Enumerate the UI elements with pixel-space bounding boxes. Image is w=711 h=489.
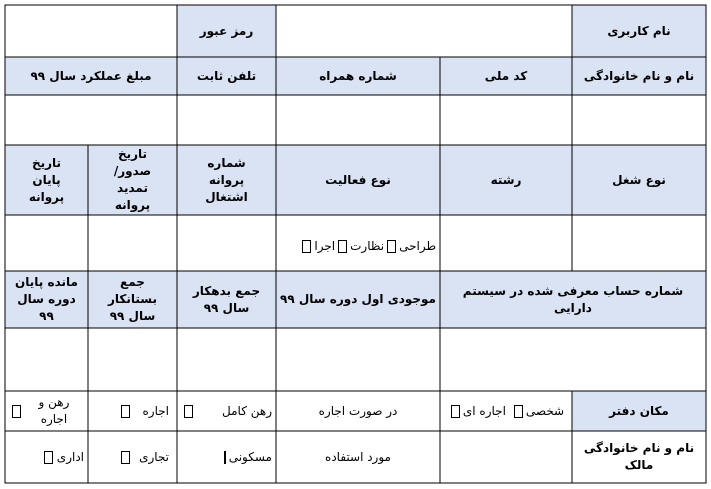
job-type-label: نوع شغل [572,145,706,215]
activity-option-supervision[interactable]: نظارت [335,238,384,255]
if-rented-label: در صورت اجاره [318,403,398,418]
total-debit-input[interactable] [177,328,276,391]
ownership-options [440,391,572,431]
checkbox-rented[interactable] [451,405,460,418]
password-label: رمز عبور [177,5,276,57]
end-balance-input[interactable] [5,328,88,391]
performance-99-label: مبلغ عملکرد سال ۹۹ [5,57,177,95]
fullname-input[interactable] [572,95,706,145]
license-issue-date-label: تاریخ صدور/تمدید پروانه [88,145,177,215]
job-type-input[interactable] [572,215,706,271]
password-input[interactable] [5,5,177,57]
usage-option-commercial[interactable]: تجاری [88,431,177,483]
activity-type-label: نوع فعالیت [276,145,440,215]
rent-option-full-mortgage[interactable]: رهن کامل [177,391,276,431]
landline-label: تلفن ثابت [177,57,276,95]
checkbox-design[interactable] [387,240,396,253]
checkbox-rent[interactable] [121,405,130,418]
field-input[interactable] [440,215,572,271]
license-end-date-input[interactable] [5,215,88,271]
license-number-input[interactable] [177,215,276,271]
national-id-input[interactable] [440,95,572,145]
license-number-label: شماره پروانه اشتغال [177,145,276,215]
checkbox-mortgage-and-rent[interactable] [12,405,21,418]
activity-option-execution[interactable]: اجرا [299,238,335,255]
license-issue-date-input[interactable] [88,215,177,271]
checkbox-execution[interactable] [302,240,311,253]
checkbox-personal[interactable] [514,405,523,418]
activity-option-design[interactable]: طراحی [384,238,436,255]
checkbox-commercial[interactable] [121,451,130,464]
opening-balance-label: موجودی اول دوره سال ۹۹ [276,271,440,328]
total-credit-label: جمع بستانکار سال ۹۹ [88,271,177,328]
checkbox-residential[interactable] [224,451,226,464]
usage-option-office[interactable]: اداری [5,431,88,483]
rent-option-rent[interactable]: اجاره [88,391,177,431]
username-label: نام کاربری [572,5,706,57]
end-balance-label: مانده پایان دوره سال ۹۹ [5,271,88,328]
fullname-label: نام و نام خانوادگی [572,57,706,95]
mobile-input[interactable] [276,95,440,145]
office-location-label: مکان دفتر [572,391,706,431]
performance-99-input[interactable] [5,95,177,145]
usage-option-residential[interactable]: مسکونی [177,431,276,483]
account-number-input[interactable] [440,328,706,391]
usage-label: مورد استفاده [325,449,391,464]
activity-options [276,215,440,271]
ownership-option-personal[interactable]: شخصی [511,403,564,420]
field-label: رشته [440,145,572,215]
total-credit-input[interactable] [88,328,177,391]
opening-balance-input[interactable] [276,328,440,391]
checkbox-supervision[interactable] [338,240,347,253]
total-debit-label: جمع بدهکار سال ۹۹ [177,271,276,328]
owner-name-label: نام و نام خانوادگی مالک [583,441,695,472]
rent-option-mortgage-and-rent[interactable]: رهن و اجاره [5,391,88,431]
license-end-date-label: تاریخ پایان پروانه [5,145,88,215]
owner-name-input[interactable] [440,431,572,483]
checkbox-office[interactable] [44,451,53,464]
checkbox-full-mortgage[interactable] [184,405,193,418]
landline-input[interactable] [177,95,276,145]
mobile-label: شماره همراه [276,57,440,95]
account-number-label: شماره حساب معرفی شده در سیستم دارایی [440,271,706,328]
national-id-label: کد ملی [440,57,572,95]
username-input[interactable] [276,5,572,57]
ownership-option-rented[interactable]: اجاره ای [448,403,506,420]
